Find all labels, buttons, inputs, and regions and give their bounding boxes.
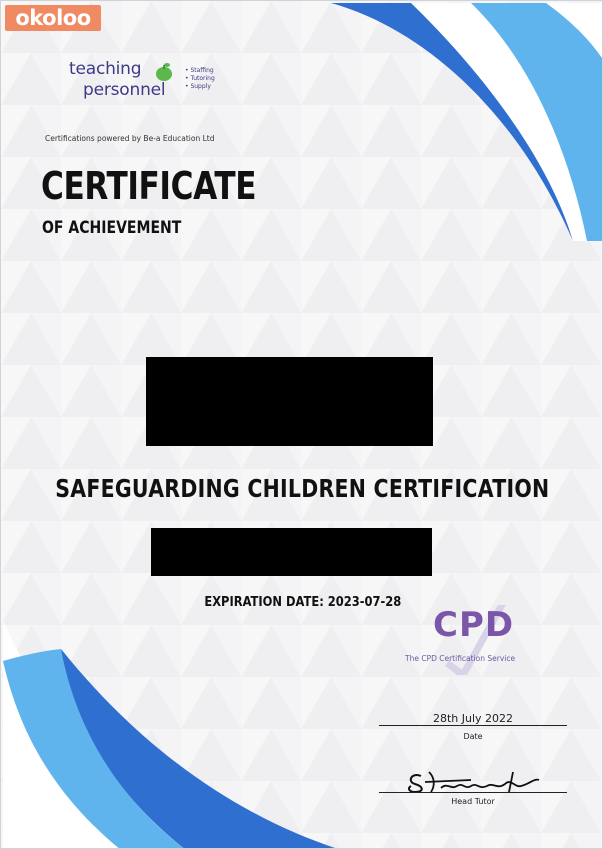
issue-date: 28th July 2022 bbox=[432, 712, 514, 725]
cpd-logo bbox=[403, 605, 543, 675]
teaching-personnel-logo bbox=[69, 59, 239, 105]
signature-line bbox=[379, 792, 567, 793]
certificate-subtitle: OF ACHIEVEMENT bbox=[42, 218, 182, 237]
course-title-row bbox=[1, 474, 603, 503]
powered-by-text: Certifications powered by Be-a Education Ltd bbox=[45, 134, 215, 143]
signature-label: Head Tutor bbox=[451, 797, 495, 806]
logo-tag: • Supply bbox=[185, 83, 211, 90]
watermark-badge: okoloo bbox=[5, 5, 101, 31]
date-label: Date bbox=[463, 732, 483, 741]
certificate-title: CERTIFICATE bbox=[41, 164, 257, 208]
logo-tag: • Tutoring bbox=[185, 75, 215, 82]
expiration-date: EXPIRATION DATE: 2023-07-28 bbox=[204, 594, 401, 610]
course-title: SAFEGUARDING CHILDREN CERTIFICATION bbox=[55, 474, 550, 503]
redacted-detail bbox=[151, 528, 432, 576]
cpd-service-text: The CPD Certification Service bbox=[405, 654, 516, 663]
apple-icon bbox=[153, 61, 175, 83]
logo-tag: • Staffing bbox=[185, 67, 214, 74]
redacted-recipient-name bbox=[146, 357, 433, 446]
logo-tags bbox=[185, 67, 215, 91]
logo-line1: teaching bbox=[69, 59, 142, 79]
cpd-letters: CPD bbox=[433, 605, 515, 645]
date-line bbox=[379, 725, 567, 726]
logo-line2: personnel bbox=[83, 80, 166, 100]
